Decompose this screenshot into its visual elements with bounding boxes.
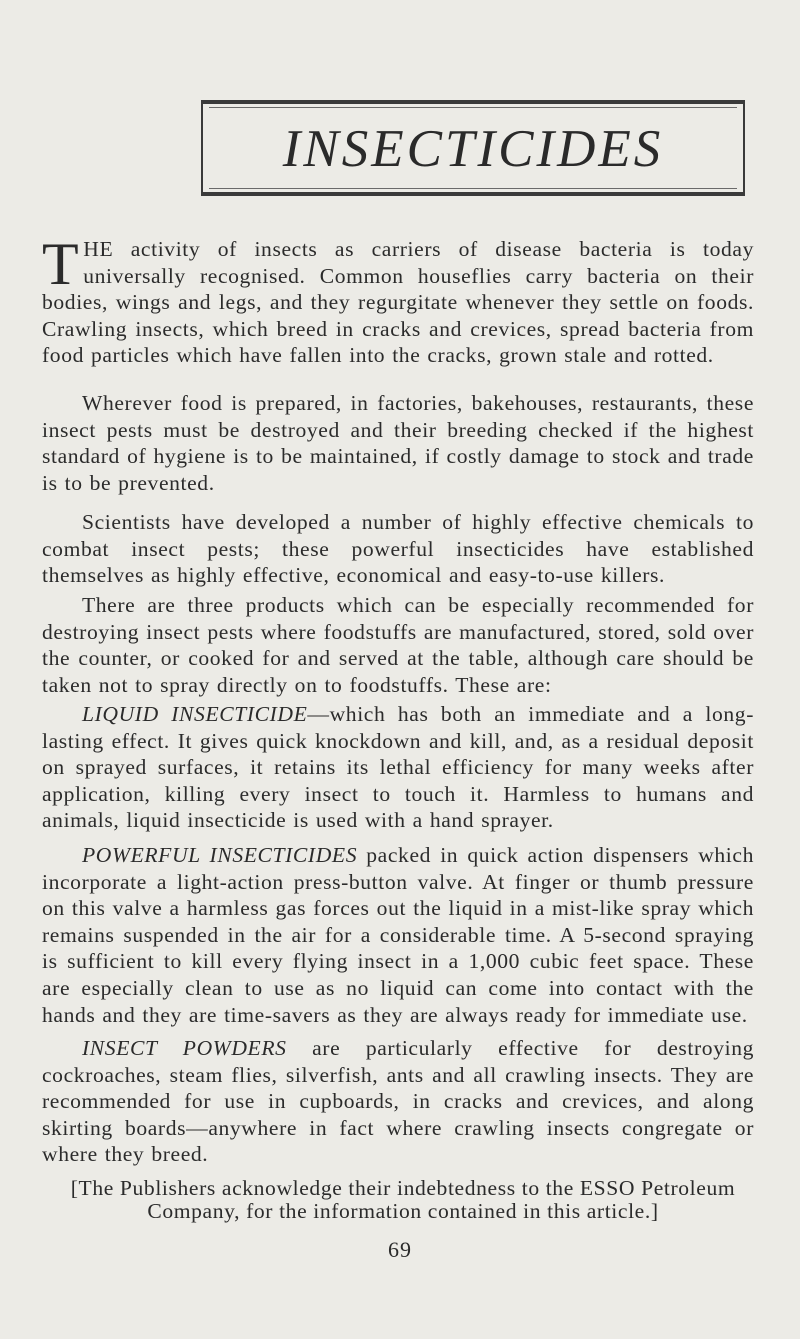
paragraph-intro-text: HE activity of insects as carriers of disease bacteria is today universally recognised. Common houseflies carry bacteria on their bodies, wings and legs, and they regurgitate whenever they settle on foods. Crawling insects, which breed in cracks and crevices, spread bacteria from food particles which have fallen into the cracks, grown stale and rotted.: [42, 237, 754, 368]
paragraph-insect-powders: [42, 1035, 754, 1168]
product-name-powerful: POWERFUL INSECTICIDES: [82, 843, 358, 867]
paragraph-liquid-insecticide: [42, 701, 754, 834]
title-frame: [201, 100, 745, 196]
paragraph-powders-text: are particularly effective for destroying cockroaches, steam flies, silverfish, ants and all crawling insects. They are recommended for use in cupboards, in cracks and crevices, and along skirting boards—anywhere in fact where crawling insects congregate or where they breed.: [42, 1036, 754, 1167]
paragraph-food-preparation: Wherever food is prepared, in factories, bakehouses, restaurants, these insect pests must be destroyed and their breeding checked if the highest standard of hygiene is to be maintained, if costly damage to stock and trade is to be prevented.: [42, 391, 754, 495]
paragraph-liquid-text: —which has both an immediate and a long-lasting effect. It gives quick knockdown and kill, and, as a residual deposit on sprayed surfaces, it retains its lethal efficiency for many weeks after application, killing every insect to touch it. Harmless to humans and animals, liquid insecticide is used with a hand sprayer.: [42, 702, 754, 833]
product-name-powders: INSECT POWDERS: [82, 1036, 287, 1060]
product-name-liquid: LIQUID INSECTICIDE: [82, 702, 308, 726]
paragraph-powerful-insecticides: [42, 842, 754, 1028]
paragraph-powerful-text: packed in quick action dispensers which incorporate a light-action press-button valve. At finger or thumb pressure on this valve a harmless gas forces out the liquid in a mist-like spray which remains suspended in the air for a considerable time. A 5-second spraying is sufficient to kill every flying insect in a 1,000 cubic feet space. These are especially clean to use as no liquid can come into contact with the hands and they are time-savers as they are always ready for immediate use.: [42, 843, 754, 1027]
page-title: INSECTICIDES: [282, 120, 664, 178]
paragraph-intro: [42, 231, 754, 369]
drop-cap: T: [42, 231, 80, 297]
paragraph-three-products: There are three products which can be especially recommended for destroying insect pests where foodstuffs are manufactured, stored, sold over the counter, or cooked for and served at the table, although care should be taken not to spray directly on to foodstuffs. These are:: [42, 593, 754, 697]
acknowledgement-note: [The Publishers acknowledge their indebtedness to the ESSO Petroleum Company, for the information contained in this article.]: [70, 1176, 736, 1223]
paragraph-scientists: Scientists have developed a number of highly effective chemicals to combat insect pests; these powerful insecticides have established themselves as highly effective, economical and easy-to-use killers.: [42, 510, 754, 588]
page-number: 69: [388, 1237, 412, 1262]
